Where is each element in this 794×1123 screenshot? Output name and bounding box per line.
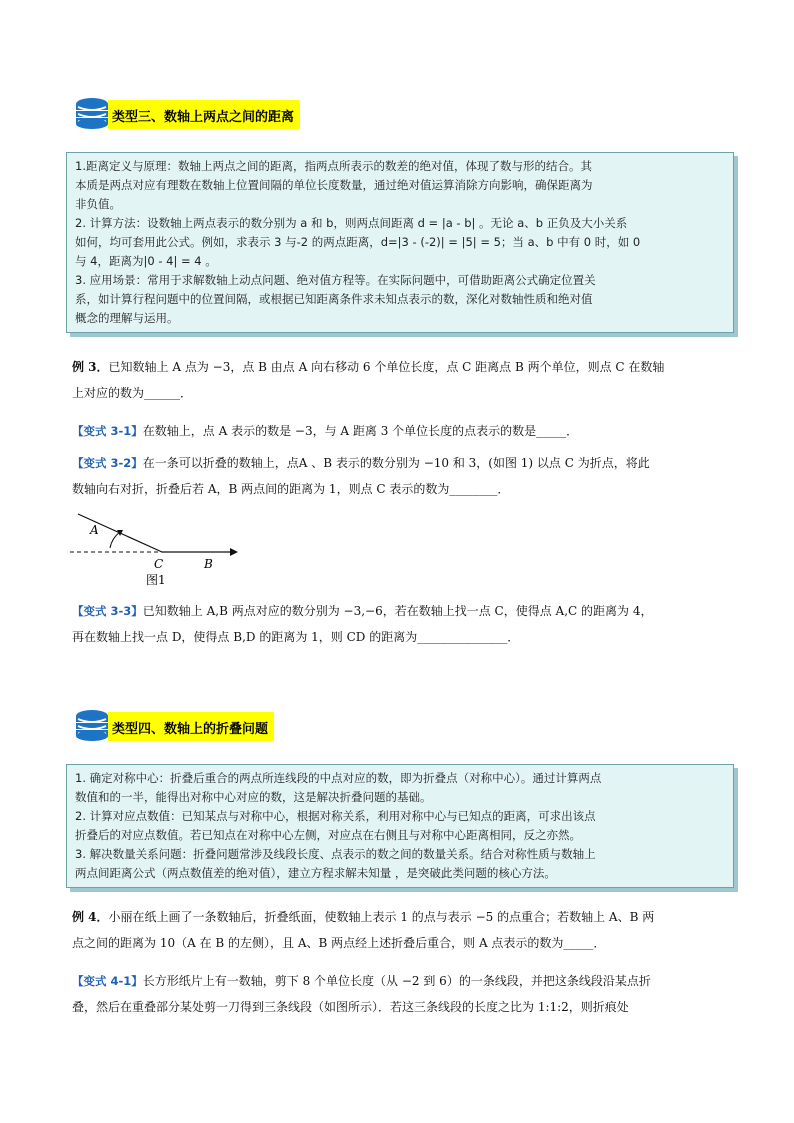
- box-line: 本质是两点对应有理数在数轴上位置间隔的单位长度数量，通过绝对值运算消除方向影响，确保距离为: [75, 178, 593, 192]
- box-line: 2. 计算方法：设数轴上两点表示的数分别为 a 和 b，则两点间距离 d = |a - b| 。无论 a、b 正负及大小关系: [75, 216, 628, 230]
- box-line: 系，如计算行程问题中的位置间隔，或根据已知距离条件求未知点表示的数，深化对数轴性质和绝对值: [75, 292, 593, 306]
- variant-tag: 【变式 3-2】: [72, 456, 143, 470]
- example-label: 例 3．: [72, 360, 109, 374]
- question-text: 数轴向右对折，折叠后若 A，B 两点间的距离为 1，则点 C 表示的数为________．: [72, 482, 510, 496]
- variant-tag: 【变式 3-1】: [72, 424, 143, 438]
- question-text: 已知数轴上 A,B 两点对应的数分别为 −3,−6，若在数轴上找一点 C，使得点 A,C 的距离为 4，: [142, 604, 653, 618]
- box-line: 数值和的一半，能得出对称中心对应的数，这是解决折叠问题的基础。: [75, 790, 432, 804]
- question-text: 在一条可以折叠的数轴上，点A 、B 表示的数分别为 −10 和 3，(如图 1) 以点 C 为折点，将此: [142, 456, 650, 470]
- label-a: A: [90, 523, 99, 537]
- variant-3-1: [72, 418, 732, 444]
- box-line: 如何，均可套用此公式。例如，求表示 3 与-2 的两点距离，d=|3 - (-2)| = |5| = 5；当 a、b 中有 0 时，如 0: [75, 235, 641, 249]
- question-text: 在数轴上，点 A 表示的数是 −3，与 A 距离 3 个单位长度的点表示的数是_____．: [142, 424, 579, 438]
- fold-arrowhead: [117, 530, 123, 536]
- variant-tag: 【变式 4-1】: [72, 974, 143, 988]
- example-4: [72, 904, 732, 956]
- box-line: 非负值。: [75, 197, 121, 211]
- fold-figure: [66, 508, 246, 594]
- question-text: 点之间的距离为 10（A 在 B 的左侧），且 A、B 两点经上述折叠后重合，则 A 点表示的数为_____．: [72, 936, 606, 950]
- section-4-heading: [74, 706, 274, 746]
- section-title: 类型四、数轴上的折叠问题: [108, 712, 274, 741]
- knowledge-box: [66, 152, 734, 333]
- label-b: B: [204, 557, 213, 571]
- section-3-heading: [74, 94, 300, 134]
- axis-arrow: [230, 548, 238, 556]
- figure-caption: 图1: [146, 573, 166, 587]
- box-line: 两点间距离公式（两点数值差的绝对值），建立方程求解未知量 ，是突破此类问题的核心方法。: [75, 866, 556, 880]
- example-label: 例 4．: [72, 910, 109, 924]
- question-text: 再在数轴上找一点 D，使得点 B,D 的距离为 1，则 CD 的距离为_______________．: [72, 630, 520, 644]
- box-line: 3. 应用场景：常用于求解数轴上动点问题、绝对值方程等。在实际问题中，可借助距离公式确定位置关: [75, 273, 596, 287]
- example-3: [72, 354, 732, 406]
- variant-3-3: [72, 598, 732, 650]
- section-title: 类型三、数轴上两点之间的距离: [108, 100, 300, 129]
- variant-tag: 【变式 3-3】: [72, 604, 143, 618]
- book-stack-icon: [74, 708, 110, 744]
- book-stack-icon: [74, 96, 110, 132]
- box-line: 折叠后的对应点数值。若已知点在对称中心左侧，对应点在右侧且与对称中心距离相同，反之亦然。: [75, 828, 581, 842]
- question-text: 小丽在纸上画了一条数轴后，折叠纸面，使数轴上表示 1 的点与表示 −5 的点重合；若数轴上 A、B 两: [108, 910, 655, 924]
- box-line: 1. 确定对称中心：折叠后重合的两点所连线段的中点对应的数，即为折叠点（对称中心）。通过计算两点: [75, 771, 602, 785]
- question-text: 长方形纸片上有一数轴，剪下 8 个单位长度（从 −2 到 6）的一条线段，并把这条线段沿某点折: [142, 974, 651, 988]
- variant-4-1: [72, 968, 732, 1020]
- box-line: 概念的理解与运用。: [75, 311, 179, 325]
- question-text: 叠，然后在重叠部分某处剪一刀得到三条线段（如图所示）．若这三条线段的长度之比为 1:1:2，则折痕处: [72, 1000, 629, 1014]
- question-text: 已知数轴上 A 点为 −3，点 B 由点 A 向右移动 6 个单位长度，点 C 距离点 B 两个单位，则点 C 在数轴: [108, 360, 665, 374]
- knowledge-box: [66, 764, 734, 888]
- label-c: C: [154, 557, 164, 571]
- question-text: 上对应的数为______．: [72, 386, 193, 400]
- fold-arrow: [110, 532, 120, 548]
- box-line: 与 4，距离为|0 - 4| = 4 。: [75, 254, 217, 268]
- box-line: 1.距离定义与原理：数轴上两点之间的距离，指两点所表示的数差的绝对值，体现了数与形的结合。其: [75, 159, 592, 173]
- variant-3-2: [72, 450, 732, 502]
- box-line: 3. 解决数量关系问题：折叠问题常涉及线段长度、点表示的数之间的数量关系。结合对称性质与数轴上: [75, 847, 596, 861]
- box-line: 2. 计算对应点数值：已知某点与对称中心，根据对称关系，利用对称中心与已知点的距离，可求出该点: [75, 809, 596, 823]
